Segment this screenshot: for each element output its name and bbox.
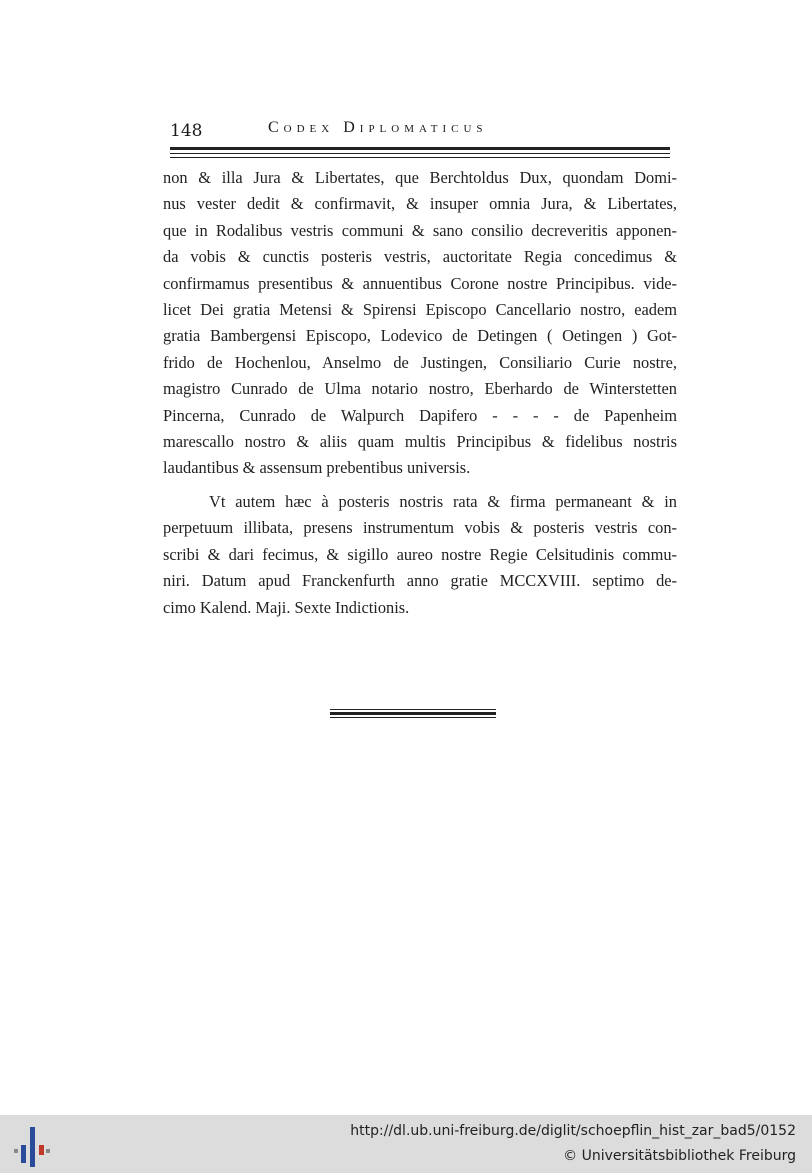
text-line: que in Rodalibus vestris communi & sano consilio decreveritis apponen-	[163, 220, 677, 240]
header-rule-thin-1	[170, 153, 670, 154]
text-line: gratia Bambergensi Episcopo, Lodevico de Detingen ( Oetingen ) Got-	[163, 326, 677, 346]
running-title: Codex Diplomaticus	[268, 119, 488, 136]
text-line: scribi & dari fecimus, & sigillo aureo nostre Regie Celsitudinis commu-	[163, 544, 677, 564]
footer-bar	[0, 1115, 812, 1173]
text-line: non & illa Jura & Libertates, que Berchtoldus Dux, quondam Domi-	[163, 168, 677, 187]
source-url-link[interactable]: http://dl.ub.uni-freiburg.de/diglit/schoepflin_hist_zar_bad5/0152	[350, 1123, 796, 1139]
page-number: 148	[170, 121, 203, 141]
text-line: Vt autem hæc à posteris nostris rata & firma permaneant & in	[209, 492, 677, 511]
text-line: marescallo nostro & aliis quam multis Principibus & fidelibus nostris	[163, 432, 677, 452]
header-rule-thick	[170, 147, 670, 150]
text-line: laudantibus & assensum prebentibus universis.	[163, 458, 471, 478]
text-line: perpetuum illibata, presens instrumentum vobis & posteris vestris con-	[163, 518, 677, 538]
end-rule-thick	[330, 712, 496, 715]
text-line: Pincerna, Cunrado de Walpurch Dapifero - - - - de Papenheim	[163, 405, 677, 425]
text-line: licet Dei gratia Metensi & Spirensi Episcopo Cancellario nostro, eadem	[163, 300, 677, 320]
text-line: cimo Kalend. Maji. Sexte Indictionis.	[163, 597, 410, 617]
end-rule-thin-top	[330, 709, 496, 710]
text-line: magistro Cunrado de Ulma notario nostro, Eberhardo de Winterstetten	[163, 379, 677, 399]
text-line: confirmamus presentibus & annuentibus Corone nostre Principibus. vide-	[163, 273, 677, 293]
text-line: nus vester dedit & confirmavit, & insuper omnia Jura, & Libertates,	[163, 194, 677, 214]
paragraph-2	[163, 489, 677, 621]
ub-freiburg-logo-icon[interactable]	[12, 1123, 52, 1167]
text-line: da vobis & cunctis posteris vestris, auctoritate Regia concedimus &	[163, 247, 677, 267]
paragraph-1	[163, 165, 677, 482]
copyright-notice: © Universitätsbibliothek Freiburg	[563, 1148, 796, 1164]
header-rule-thin-2	[170, 157, 670, 158]
end-rule-thin-bottom	[330, 717, 496, 718]
text-line: frido de Hochenlou, Anselmo de Justingen, Consiliario Curie nostre,	[163, 352, 677, 372]
text-line: niri. Datum apud Franckenfurth anno gratie MCCXVIII. septimo de-	[163, 571, 677, 591]
